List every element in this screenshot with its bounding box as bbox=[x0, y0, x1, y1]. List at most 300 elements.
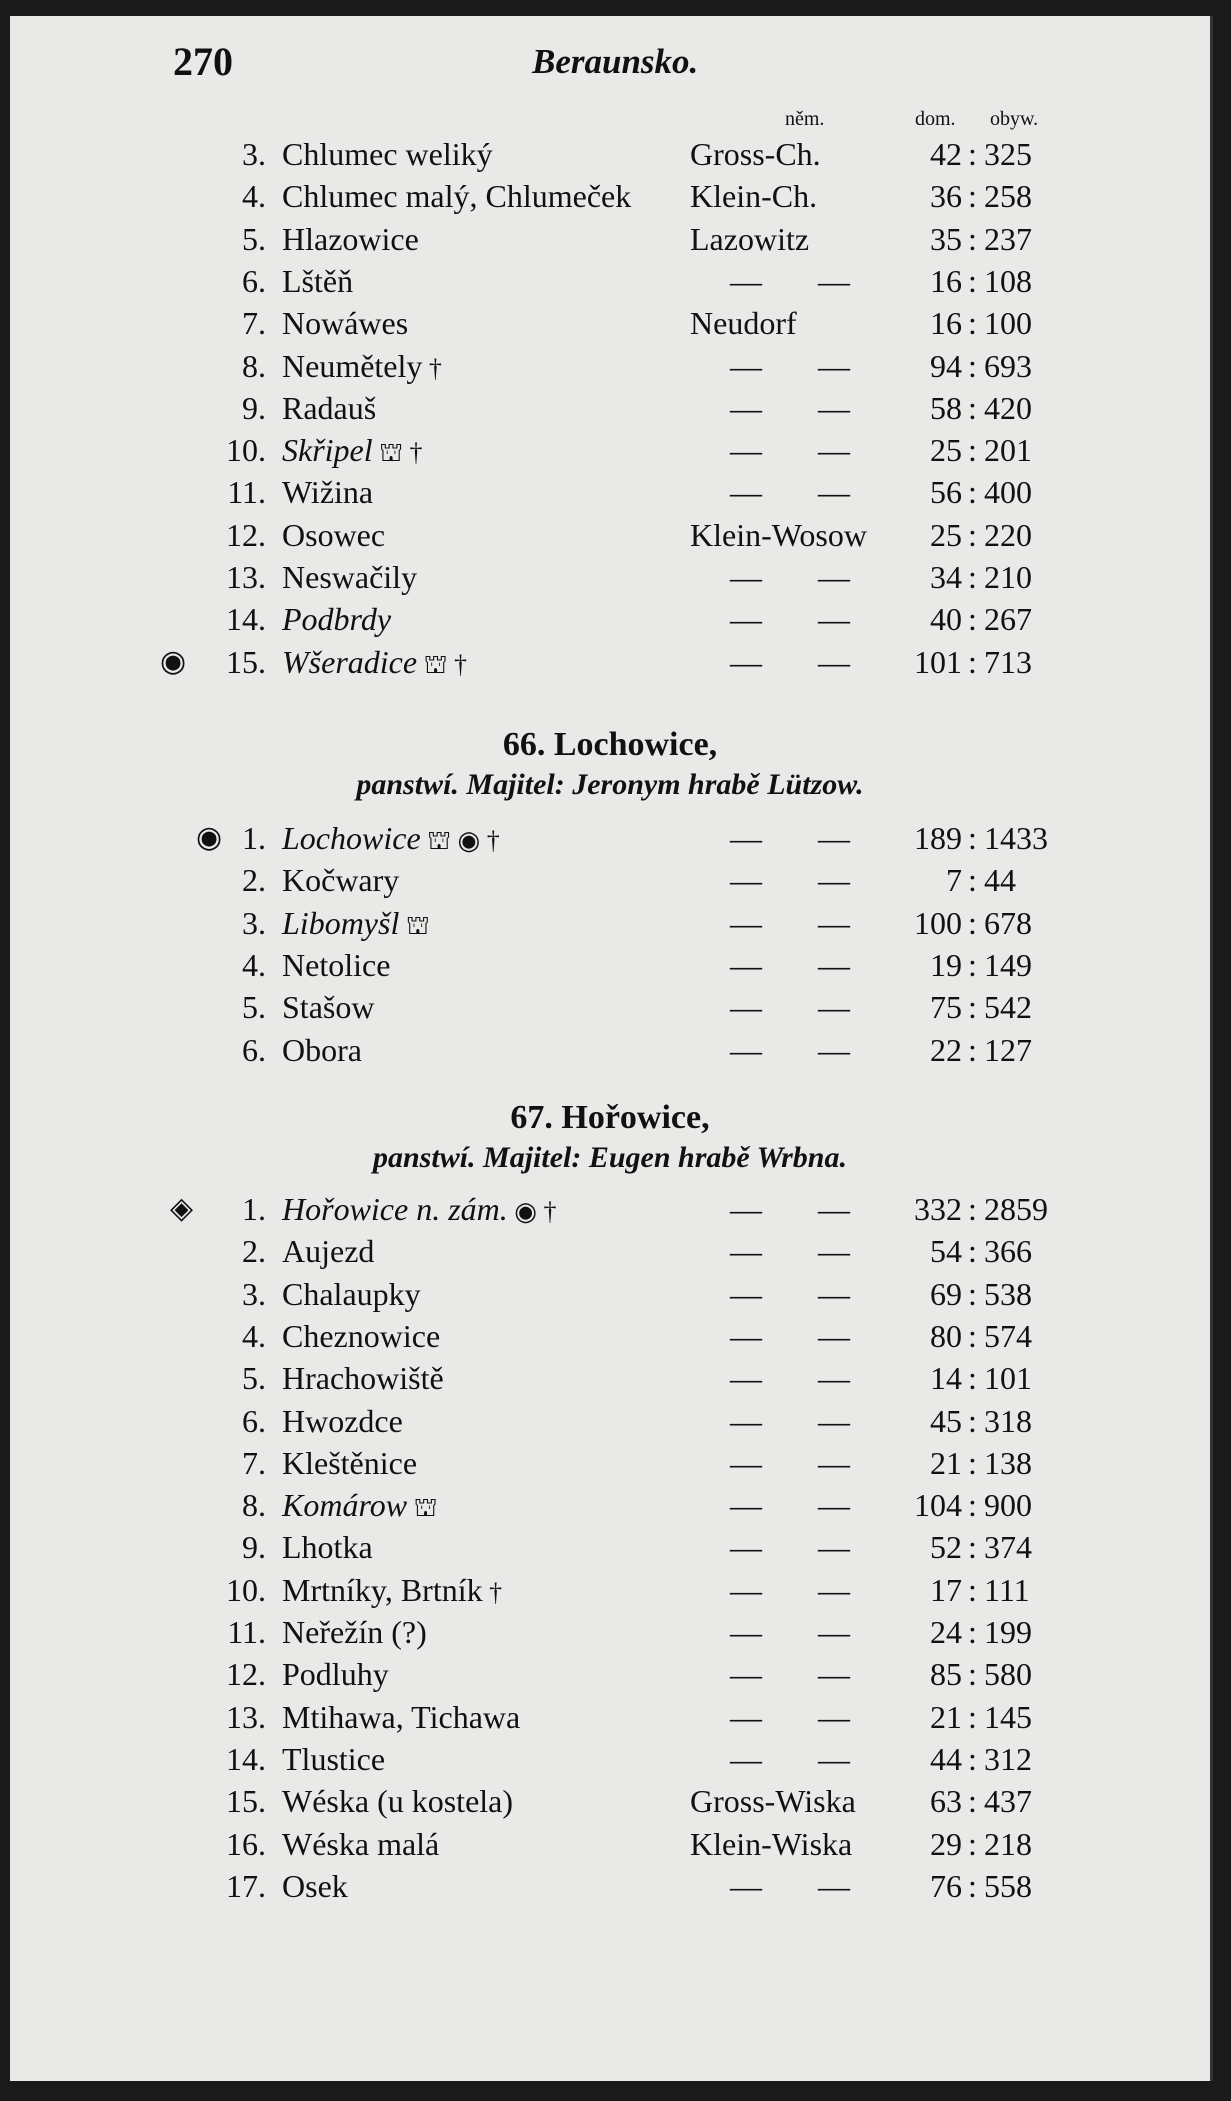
separator: : bbox=[968, 946, 977, 983]
separator: : bbox=[968, 989, 977, 1026]
place-symbol-icon: ⛫ † bbox=[417, 649, 467, 679]
ditto-dash: — bbox=[730, 643, 762, 680]
house-count: 69 bbox=[930, 1275, 962, 1312]
population-count: 693 bbox=[984, 347, 1032, 384]
population-count: 580 bbox=[984, 1656, 1032, 1693]
place-name: Stašow bbox=[282, 989, 375, 1026]
table-row bbox=[10, 302, 1210, 344]
house-count: 25 bbox=[930, 432, 962, 469]
ditto-dash: — bbox=[730, 946, 762, 983]
ditto-dash: — bbox=[818, 1191, 850, 1227]
population-count: 267 bbox=[984, 601, 1032, 638]
house-count: 85 bbox=[930, 1656, 962, 1693]
house-count: 94 bbox=[930, 347, 962, 384]
place-name: Wižina bbox=[282, 474, 374, 511]
house-count: 22 bbox=[930, 1031, 962, 1068]
separator: : bbox=[968, 136, 977, 172]
row-number: 12. bbox=[226, 1656, 266, 1693]
place-name: Hrachowiště bbox=[282, 1360, 444, 1397]
town-marker-icon: ◉ bbox=[160, 644, 187, 678]
row-number: 6. bbox=[242, 1031, 266, 1068]
table-row bbox=[10, 1188, 1210, 1230]
ditto-dash: — bbox=[818, 559, 850, 595]
row-number: 7. bbox=[242, 1444, 266, 1481]
place-name: Neumětely † bbox=[282, 347, 442, 384]
separator: : bbox=[968, 1275, 977, 1312]
table-row bbox=[10, 514, 1210, 556]
house-count: 14 bbox=[930, 1360, 962, 1397]
ditto-dash: — bbox=[818, 1031, 850, 1068]
separator: : bbox=[968, 1402, 977, 1439]
separator: : bbox=[968, 862, 977, 899]
place-name: Osek bbox=[282, 1867, 348, 1904]
table-row bbox=[10, 471, 1210, 513]
table-row bbox=[10, 1029, 1210, 1071]
row-number: 11. bbox=[227, 1614, 266, 1650]
separator: : bbox=[968, 516, 977, 553]
ditto-dash: — bbox=[730, 1275, 762, 1312]
separator: : bbox=[968, 1529, 977, 1566]
house-count: 332 bbox=[914, 1191, 962, 1227]
table-row bbox=[10, 986, 1210, 1028]
ditto-dash: — bbox=[818, 946, 850, 983]
ditto-dash: — bbox=[818, 1444, 850, 1481]
place-name: Mtihawa, Tichawa bbox=[282, 1698, 521, 1735]
separator: : bbox=[968, 1317, 977, 1354]
table-row bbox=[10, 218, 1210, 260]
ditto-dash: — bbox=[818, 989, 850, 1026]
house-count: 80 bbox=[930, 1317, 962, 1354]
separator: : bbox=[968, 1487, 977, 1524]
population-count: 542 bbox=[984, 989, 1032, 1026]
place-name: Wéska malá bbox=[282, 1825, 440, 1862]
table-row bbox=[10, 859, 1210, 901]
place-name: Neswačily bbox=[282, 559, 418, 595]
ditto-dash: — bbox=[730, 1444, 762, 1481]
place-name: Radauš bbox=[282, 389, 377, 426]
place-name: Osowec bbox=[282, 516, 386, 553]
place-name: Podbrdy bbox=[282, 601, 392, 638]
ditto-dash: — bbox=[818, 1317, 850, 1354]
ditto-dash: — bbox=[818, 601, 850, 638]
separator: : bbox=[968, 389, 977, 426]
house-count: 56 bbox=[930, 474, 962, 511]
ditto-dash: — bbox=[730, 432, 762, 469]
row-number: 2. bbox=[242, 1233, 266, 1270]
population-count: 199 bbox=[984, 1614, 1032, 1650]
population-count: 713 bbox=[984, 643, 1032, 680]
separator: : bbox=[968, 1698, 977, 1735]
place-name: Libomyšl ⛫ bbox=[282, 904, 430, 941]
column-header-obyw: obyw. bbox=[990, 108, 1039, 130]
place-symbol-icon: ⛫ bbox=[407, 1493, 438, 1523]
row-number: 4. bbox=[242, 1317, 266, 1354]
separator: : bbox=[968, 1571, 977, 1608]
house-count: 25 bbox=[930, 516, 962, 553]
separator: : bbox=[968, 178, 977, 215]
ditto-dash: — bbox=[818, 820, 850, 856]
ditto-dash: — bbox=[730, 904, 762, 941]
ditto-dash: — bbox=[730, 474, 762, 511]
population-count: 218 bbox=[984, 1825, 1032, 1862]
ditto-dash: — bbox=[818, 1571, 850, 1608]
separator: : bbox=[968, 1740, 977, 1777]
separator: : bbox=[968, 1783, 977, 1820]
table-row bbox=[10, 1738, 1210, 1780]
row-number: 13. bbox=[226, 1698, 266, 1735]
table-row bbox=[10, 1357, 1210, 1399]
german-name: Klein-Wosow bbox=[690, 516, 867, 553]
population-count: 400 bbox=[984, 474, 1032, 511]
ditto-dash: — bbox=[818, 347, 850, 384]
house-count: 21 bbox=[930, 1698, 962, 1735]
separator: : bbox=[968, 1031, 977, 1068]
house-count: 17 bbox=[930, 1571, 962, 1608]
place-name: Tlustice bbox=[282, 1740, 386, 1777]
ditto-dash: — bbox=[730, 1529, 762, 1566]
separator: : bbox=[968, 1825, 977, 1862]
ditto-dash: — bbox=[818, 432, 850, 469]
town-marker-icon: ◉ bbox=[196, 821, 223, 854]
house-count: 34 bbox=[930, 559, 962, 595]
population-count: 325 bbox=[984, 136, 1032, 172]
row-number: 14. bbox=[226, 1740, 266, 1777]
german-name: Klein-Ch. bbox=[690, 178, 818, 215]
ditto-dash: — bbox=[818, 1360, 850, 1397]
ditto-dash: — bbox=[730, 601, 762, 638]
house-count: 76 bbox=[930, 1867, 962, 1904]
column-header-dom: dom. bbox=[915, 108, 956, 130]
table-row bbox=[10, 1442, 1210, 1484]
place-name: Kočwary bbox=[282, 862, 400, 899]
ditto-dash: — bbox=[818, 1740, 850, 1777]
separator: : bbox=[968, 1191, 977, 1227]
table-row bbox=[10, 1653, 1210, 1695]
ditto-dash: — bbox=[730, 820, 762, 856]
place-name: Wéska (u kostela) bbox=[282, 1783, 514, 1820]
population-count: 101 bbox=[984, 1360, 1032, 1397]
ditto-dash: — bbox=[818, 1402, 850, 1439]
table-row bbox=[10, 175, 1210, 217]
ditto-dash: — bbox=[730, 1487, 762, 1524]
separator: : bbox=[968, 559, 977, 595]
row-number: 5. bbox=[242, 220, 266, 257]
population-count: 149 bbox=[984, 946, 1032, 983]
ditto-dash: — bbox=[730, 262, 762, 299]
place-name: Lochowice ⛫ ◉ † bbox=[282, 820, 500, 856]
separator: : bbox=[968, 220, 977, 257]
ditto-dash: — bbox=[730, 1740, 762, 1777]
town-marker-icon: ◈ bbox=[170, 1192, 194, 1225]
population-count: 558 bbox=[984, 1867, 1032, 1904]
separator: : bbox=[968, 262, 977, 299]
separator: : bbox=[968, 904, 977, 941]
population-count: 366 bbox=[984, 1233, 1032, 1270]
separator: : bbox=[968, 1656, 977, 1693]
place-symbol-icon: ⛫ bbox=[399, 910, 430, 940]
row-number: 1. bbox=[242, 820, 266, 856]
table-row bbox=[10, 1696, 1210, 1738]
place-symbol-icon: ⛫ † bbox=[372, 438, 423, 468]
row-number: 5. bbox=[242, 1360, 266, 1397]
population-count: 138 bbox=[984, 1444, 1032, 1481]
row-number: 15. bbox=[226, 643, 266, 680]
house-count: 101 bbox=[914, 643, 962, 680]
ditto-dash: — bbox=[818, 1614, 850, 1650]
table-row bbox=[10, 598, 1210, 640]
table-row bbox=[10, 1315, 1210, 1357]
ditto-dash: — bbox=[730, 862, 762, 899]
place-name: Chlumec malý, Chlumeček bbox=[282, 178, 632, 215]
row-number: 4. bbox=[242, 946, 266, 983]
row-number: 1. bbox=[242, 1191, 266, 1227]
place-name: Netolice bbox=[282, 946, 391, 983]
row-number: 11. bbox=[227, 474, 266, 511]
house-count: 21 bbox=[930, 1444, 962, 1481]
table-row bbox=[10, 1273, 1210, 1315]
population-count: 900 bbox=[984, 1487, 1032, 1524]
german-name: Neudorf bbox=[690, 305, 797, 342]
ditto-dash: — bbox=[818, 643, 850, 680]
population-count: 258 bbox=[984, 178, 1032, 215]
separator: : bbox=[968, 1614, 977, 1650]
house-count: 100 bbox=[914, 904, 962, 941]
table-row bbox=[10, 133, 1210, 175]
ditto-dash: — bbox=[818, 1275, 850, 1312]
separator: : bbox=[968, 1867, 977, 1904]
separator: : bbox=[968, 347, 977, 384]
german-name: Klein-Wiska bbox=[690, 1825, 853, 1862]
ditto-dash: — bbox=[730, 347, 762, 384]
house-count: 45 bbox=[930, 1402, 962, 1439]
population-count: 574 bbox=[984, 1317, 1032, 1354]
table-row bbox=[10, 1400, 1210, 1442]
separator: : bbox=[968, 1233, 977, 1270]
row-number: 10. bbox=[226, 432, 266, 469]
place-name: Chlumec weliký bbox=[282, 136, 493, 172]
ditto-dash: — bbox=[818, 389, 850, 426]
place-name: Podluhy bbox=[282, 1656, 389, 1693]
separator: : bbox=[968, 1444, 977, 1481]
table-row bbox=[10, 1569, 1210, 1611]
ditto-dash: — bbox=[730, 1571, 762, 1608]
ditto-dash: — bbox=[730, 1614, 762, 1650]
table-row bbox=[10, 1611, 1210, 1653]
table-row bbox=[10, 1865, 1210, 1907]
house-count: 42 bbox=[930, 136, 962, 172]
place-name: Cheznowice bbox=[282, 1317, 441, 1354]
place-name: Neřežín (?) bbox=[282, 1614, 427, 1650]
ditto-dash: — bbox=[818, 1233, 850, 1270]
ditto-dash: — bbox=[730, 559, 762, 595]
ditto-dash: — bbox=[730, 1191, 762, 1227]
house-count: 52 bbox=[930, 1529, 962, 1566]
population-count: 127 bbox=[984, 1031, 1032, 1068]
row-number: 13. bbox=[226, 559, 266, 595]
place-name: Kleštěnice bbox=[282, 1444, 418, 1481]
population-count: 420 bbox=[984, 389, 1032, 426]
german-name: Gross-Ch. bbox=[690, 136, 821, 172]
table-row bbox=[10, 387, 1210, 429]
house-count: 58 bbox=[930, 389, 962, 426]
row-number: 12. bbox=[226, 516, 266, 553]
house-count: 16 bbox=[930, 305, 962, 342]
place-name: Hořowice n. zám. ◉ † bbox=[282, 1191, 557, 1227]
house-count: 75 bbox=[930, 989, 962, 1026]
population-count: 678 bbox=[984, 904, 1032, 941]
ditto-dash: — bbox=[730, 1656, 762, 1693]
ditto-dash: — bbox=[818, 862, 850, 899]
ditto-dash: — bbox=[730, 989, 762, 1026]
table-row bbox=[10, 1780, 1210, 1822]
population-count: 538 bbox=[984, 1275, 1032, 1312]
table-row bbox=[10, 429, 1210, 471]
population-count: 237 bbox=[984, 220, 1032, 257]
row-number: 15. bbox=[226, 1783, 266, 1820]
population-count: 312 bbox=[984, 1740, 1032, 1777]
table-row bbox=[10, 1526, 1210, 1568]
population-count: 220 bbox=[984, 516, 1032, 553]
ditto-dash: — bbox=[730, 1317, 762, 1354]
population-count: 374 bbox=[984, 1529, 1032, 1566]
table-row bbox=[10, 556, 1210, 598]
house-count: 35 bbox=[930, 220, 962, 257]
house-count: 7 bbox=[946, 862, 962, 899]
population-count: 1433 bbox=[984, 820, 1048, 856]
place-name: Komárow ⛫ bbox=[282, 1487, 438, 1524]
separator: : bbox=[968, 305, 977, 342]
column-header-nem: něm. bbox=[785, 108, 825, 130]
row-number: 17. bbox=[226, 1867, 266, 1904]
table-row bbox=[10, 345, 1210, 387]
page-number: 270 bbox=[173, 39, 233, 84]
row-number: 3. bbox=[242, 904, 266, 941]
house-count: 19 bbox=[930, 946, 962, 983]
house-count: 189 bbox=[914, 820, 962, 856]
ditto-dash: — bbox=[818, 1487, 850, 1524]
row-number: 14. bbox=[226, 601, 266, 638]
house-count: 54 bbox=[930, 1233, 962, 1270]
ditto-dash: — bbox=[818, 1529, 850, 1566]
table-row bbox=[10, 902, 1210, 944]
row-number: 8. bbox=[242, 347, 266, 384]
separator: : bbox=[968, 474, 977, 511]
row-number: 10. bbox=[226, 1571, 266, 1608]
ditto-dash: — bbox=[818, 904, 850, 941]
population-count: 145 bbox=[984, 1698, 1032, 1735]
table-row bbox=[10, 641, 1210, 683]
house-count: 44 bbox=[930, 1740, 962, 1777]
section-66-subtitle: panstwí. Majitel: Jeronym hrabě Lützow. bbox=[356, 768, 864, 801]
place-symbol-icon: ⛫ ◉ † bbox=[420, 826, 500, 855]
house-count: 16 bbox=[930, 262, 962, 299]
separator: : bbox=[968, 643, 977, 680]
population-count: 318 bbox=[984, 1402, 1032, 1439]
place-name: Skřipel ⛫ † bbox=[282, 432, 423, 469]
ditto-dash: — bbox=[818, 1656, 850, 1693]
separator: : bbox=[968, 601, 977, 638]
row-number: 8. bbox=[242, 1487, 266, 1524]
house-count: 63 bbox=[930, 1783, 962, 1820]
german-name: Gross-Wiska bbox=[690, 1783, 856, 1820]
table-row bbox=[10, 1230, 1210, 1272]
place-name: Nowáwes bbox=[282, 305, 409, 342]
table-row bbox=[10, 1823, 1210, 1865]
house-count: 40 bbox=[930, 601, 962, 638]
section-66-title: 66. Lochowice, bbox=[502, 726, 718, 763]
table-row bbox=[10, 944, 1210, 986]
table-row bbox=[10, 260, 1210, 302]
place-name: Mrtníky, Brtník † bbox=[282, 1571, 503, 1608]
place-name: Hlazowice bbox=[282, 220, 419, 257]
population-count: 437 bbox=[984, 1783, 1032, 1820]
row-number: 4. bbox=[242, 178, 266, 215]
row-number: 9. bbox=[242, 1529, 266, 1566]
ditto-dash: — bbox=[730, 1698, 762, 1735]
place-name: Obora bbox=[282, 1031, 362, 1068]
population-count: 210 bbox=[984, 559, 1032, 595]
place-name: Lštěň bbox=[282, 262, 354, 299]
ditto-dash: — bbox=[730, 1233, 762, 1270]
section-67-subtitle: panstwí. Majitel: Eugen hrabě Wrbna. bbox=[373, 1141, 847, 1174]
ditto-dash: — bbox=[730, 1867, 762, 1904]
row-number: 6. bbox=[242, 1402, 266, 1439]
population-count: 111 bbox=[984, 1571, 1030, 1608]
german-name: Lazowitz bbox=[690, 220, 810, 257]
place-name: Hwozdce bbox=[282, 1402, 403, 1439]
ditto-dash: — bbox=[730, 1402, 762, 1439]
row-number: 3. bbox=[242, 1275, 266, 1312]
section-67-title: 67. Hořowice, bbox=[510, 1099, 710, 1136]
place-symbol-icon: † bbox=[422, 353, 442, 383]
population-count: 201 bbox=[984, 432, 1032, 469]
population-count: 44 bbox=[984, 862, 1016, 899]
ditto-dash: — bbox=[818, 262, 850, 299]
ditto-dash: — bbox=[818, 1867, 850, 1904]
ditto-dash: — bbox=[818, 1698, 850, 1735]
table-row bbox=[10, 1484, 1210, 1526]
place-name: Lhotka bbox=[282, 1529, 373, 1566]
table-row bbox=[10, 817, 1210, 859]
place-name: Chalaupky bbox=[282, 1275, 421, 1312]
house-count: 29 bbox=[930, 1825, 962, 1862]
separator: : bbox=[968, 820, 977, 856]
ditto-dash: — bbox=[730, 1360, 762, 1397]
row-number: 3. bbox=[242, 136, 266, 172]
population-count: 108 bbox=[984, 262, 1032, 299]
population-count: 100 bbox=[984, 305, 1032, 342]
house-count: 104 bbox=[914, 1487, 962, 1524]
place-symbol-icon: ◉ † bbox=[507, 1197, 557, 1226]
place-symbol-icon: † bbox=[482, 1577, 503, 1607]
house-count: 24 bbox=[930, 1614, 962, 1650]
separator: : bbox=[968, 1360, 977, 1397]
page-title: Beraunsko. bbox=[532, 42, 699, 81]
row-number: 7. bbox=[242, 305, 266, 342]
place-name: Aujezd bbox=[282, 1233, 375, 1270]
row-number: 5. bbox=[242, 989, 266, 1026]
row-number: 16. bbox=[226, 1825, 266, 1862]
ditto-dash: — bbox=[730, 1031, 762, 1068]
ditto-dash: — bbox=[730, 389, 762, 426]
ditto-dash: — bbox=[818, 474, 850, 511]
row-number: 2. bbox=[242, 862, 266, 899]
population-count: 2859 bbox=[984, 1191, 1048, 1227]
row-number: 6. bbox=[242, 262, 266, 299]
house-count: 36 bbox=[930, 178, 962, 215]
book-page bbox=[10, 16, 1213, 2081]
row-number: 9. bbox=[242, 389, 266, 426]
